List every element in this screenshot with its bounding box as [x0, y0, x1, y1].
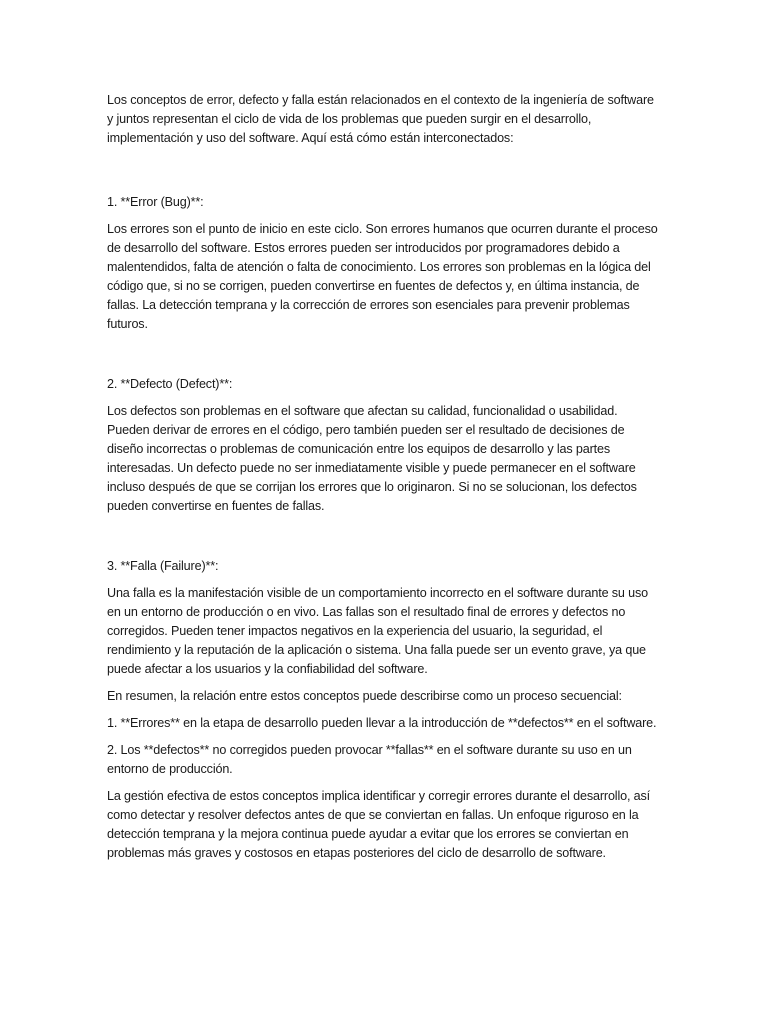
list-item: 1. **Errores** en la etapa de desarrollo pueden llevar a la introducción de **defectos** en el software.: [107, 716, 657, 730]
section-heading-falla: 3. **Falla (Failure)**:: [107, 559, 219, 573]
section-heading-error: 1. **Error (Bug)**:: [107, 195, 204, 209]
summary-paragraph: En resumen, la relación entre estos conceptos puede describirse como un proceso secuencial:: [107, 689, 622, 703]
section-body-falla: Una falla es la manifestación visible de un comportamiento incorrecto en el software durante su uso en un entorno de producción o en vivo. Las fallas son el resultado final de errores y defectos no corregidos. Pueden tener impactos negativos en la experiencia del usuario, la seguridad, el rendimiento y la reputación de la aplicación o sistema. Una falla puede ser un evento grave, ya que puede afectar a los usuarios y la confiabilidad del software.: [107, 586, 648, 676]
section-body-defecto: Los defectos son problemas en el software que afectan su calidad, funcionalidad o usabilidad. Pueden derivar de errores en el código, pero también pueden ser el resultado de decisiones de diseño incorrectas o problemas de comunicación entre los equipos de desarrollo y las partes interesadas. Un defecto puede no ser inmediatamente visible y puede permanecer en el software incluso después de que se corrijan los errores que lo originaron. Si no se solucionan, los defectos pueden convertirse en fuentes de fallas.: [107, 404, 637, 513]
conclusion-paragraph: La gestión efectiva de estos conceptos implica identificar y corregir errores durante el desarrollo, así como detectar y resolver defectos antes de que se conviertan en fallas. Un enfoque riguroso en la detección temprana y la mejora continua puede ayudar a evitar que los errores se conviertan en problemas más graves y costosos en etapas posteriores del ciclo de desarrollo de software.: [107, 789, 651, 860]
list-item: 2. Los **defectos** no corregidos pueden provocar **fallas** en el software durante su uso en un entorno de producción.: [107, 743, 632, 776]
section-body-error: Los errores son el punto de inicio en este ciclo. Son errores humanos que ocurren durante el proceso de desarrollo del software. Estos errores pueden ser introducidos por programadores debido a malentendidos, falta de atención o falta de conocimiento. Los errores son problemas en la lógica del código que, si no se corrigen, pueden convertirse en fuentes de defectos y, en última instancia, de fallas. La detección temprana y la corrección de errores son esenciales para prevenir problemas futuros.: [107, 222, 658, 331]
section-heading-defecto: 2. **Defecto (Defect)**:: [107, 377, 233, 391]
intro-paragraph: Los conceptos de error, defecto y falla están relacionados en el contexto de la ingeniería de software y juntos representan el ciclo de vida de los problemas que pueden surgir en el desarrollo, implementación y uso del software. Aquí está cómo están interconectados:: [107, 93, 654, 145]
document-page: [107, 91, 663, 863]
